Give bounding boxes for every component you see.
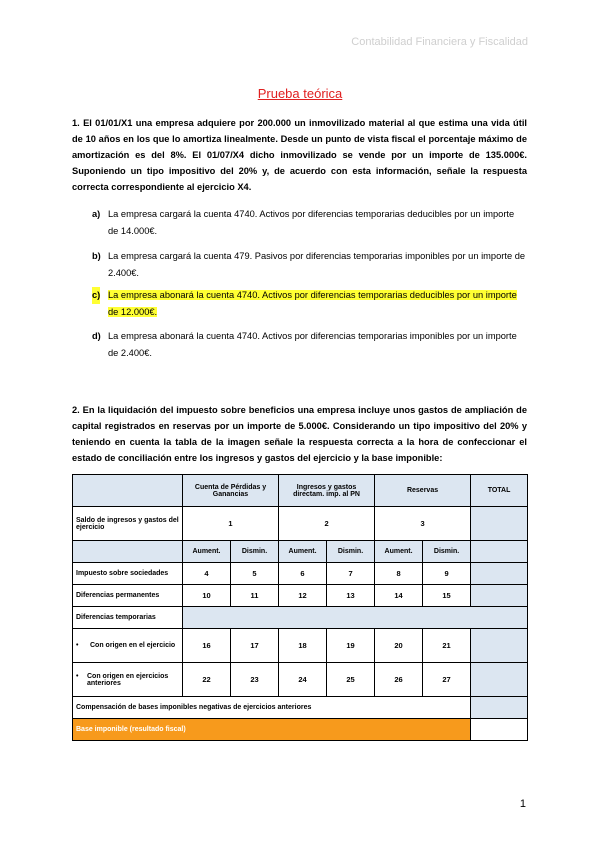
total-cell	[471, 563, 528, 585]
row-label-origen-anteriores	[73, 663, 183, 697]
header-ingresos-gastos-pn: Ingresos y gastos directam. imp. al PN	[279, 475, 375, 507]
table-cell-empty	[183, 607, 528, 629]
row-label-origen-ejercicio	[73, 629, 183, 663]
table-cell: 13	[327, 585, 375, 607]
total-cell	[471, 663, 528, 697]
conciliation-table	[72, 474, 528, 741]
table-cell-empty	[73, 541, 183, 563]
question-2-text: 2. En la liquidación del impuesto sobre beneficios una empresa incluye unos gastos de ampliación de capital registrados en reservas por un importe de 5.000€. Considerando un tipo impositivo del 20% y teniendo en cuenta la tabla de la imagen señale la respuesta correcta a la hora de confeccionar el estado de conciliación entre los ingresos y gastos del ejercicio y la base imponible:	[72, 405, 527, 463]
table-cell: 7	[327, 563, 375, 585]
row-label-permanentes: Diferencias permanentes	[73, 585, 183, 607]
subheader-dismin: Dismin.	[327, 541, 375, 563]
table-cell: 5	[231, 563, 279, 585]
table-cell: 18	[279, 629, 327, 663]
option-d	[92, 328, 527, 362]
row-label-base-imponible: Base imponible (resultado fiscal)	[73, 719, 471, 741]
header-total: TOTAL	[471, 475, 528, 507]
table-cell: 10	[183, 585, 231, 607]
row-label-temporarias: Diferencias temporarias	[73, 607, 183, 629]
row-label-text: Con origen en el ejercicio	[90, 642, 176, 649]
total-cell	[471, 697, 528, 719]
option-letter: a)	[92, 209, 101, 219]
row-label-text: Con origen en ejercicios anteriores	[87, 672, 169, 687]
total-cell	[471, 629, 528, 663]
option-letter: d)	[92, 331, 101, 341]
subheader-aument: Aument.	[183, 541, 231, 563]
bullet-icon: •	[76, 642, 79, 649]
table-cell: 16	[183, 629, 231, 663]
total-cell	[471, 719, 528, 741]
table-cell: 23	[231, 663, 279, 697]
total-cell	[471, 585, 528, 607]
table-cell: 12	[279, 585, 327, 607]
row-label-saldo: Saldo de ingresos y gastos del ejercicio	[73, 507, 183, 541]
subheader-aument: Aument.	[375, 541, 423, 563]
total-cell	[471, 507, 528, 541]
table-cell: 21	[423, 629, 471, 663]
option-a	[92, 206, 527, 240]
table-cell: 27	[423, 663, 471, 697]
table-cell: 15	[423, 585, 471, 607]
total-cell	[471, 541, 528, 563]
option-text-highlighted: La empresa abonará la cuenta 4740. Activos por diferencias temporarias deducibles por un importe de 12.000€.	[108, 290, 517, 317]
table-cell: 9	[423, 563, 471, 585]
table-cell: 22	[183, 663, 231, 697]
header-title: Contabilidad Financiera y Fiscalidad	[351, 36, 528, 48]
row-label-compensacion: Compensación de bases imponibles negativas de ejercicios anteriores	[73, 697, 471, 719]
table-cell: 2	[279, 507, 375, 541]
option-c-correct	[92, 287, 527, 321]
table-corner	[73, 475, 183, 507]
table-cell: 3	[375, 507, 471, 541]
row-label-impuesto: Impuesto sobre sociedades	[73, 563, 183, 585]
table-cell: 20	[375, 629, 423, 663]
table-cell: 26	[375, 663, 423, 697]
table-cell: 1	[183, 507, 279, 541]
table-cell: 17	[231, 629, 279, 663]
subheader-dismin: Dismin.	[423, 541, 471, 563]
table-cell: 25	[327, 663, 375, 697]
table-cell: 14	[375, 585, 423, 607]
bullet-icon: •	[76, 672, 79, 680]
option-b	[92, 248, 527, 282]
header-reservas: Reservas	[375, 475, 471, 507]
option-letter: b)	[92, 251, 101, 261]
table-cell: 11	[231, 585, 279, 607]
page-number: 1	[519, 798, 526, 810]
table-cell: 24	[279, 663, 327, 697]
table-cell: 6	[279, 563, 327, 585]
subheader-aument: Aument.	[279, 541, 327, 563]
option-text: La empresa cargará la cuenta 4740. Activos por diferencias temporarias deducibles por un importe de 14.000€.	[108, 209, 515, 236]
option-letter: c)	[92, 287, 100, 304]
document-title: Prueba teórica	[257, 86, 343, 101]
table-cell: 4	[183, 563, 231, 585]
table-cell: 8	[375, 563, 423, 585]
header-cuenta-pyg: Cuenta de Pérdidas y Ganancias	[183, 475, 279, 507]
table-cell: 19	[327, 629, 375, 663]
subheader-dismin: Dismin.	[231, 541, 279, 563]
option-text: La empresa abonará la cuenta 4740. Activos por diferencias temporarias imponibles por un importe de 2.400€.	[108, 331, 517, 358]
question-1-text: 1. El 01/01/X1 una empresa adquiere por 200.000 un inmovilizado material al que estima una vida útil de 10 años en los que lo amortiza linealmente. Desde un punto de vista fiscal el porcentaje máximo de amortización es del 8%. El 01/07/X4 dicho inmovilizado se vende por un importe de 135.000€. Suponiendo un tipo impositivo del 20% y, de acuerdo con esta información, señale la respuesta correcta correspondiente al ejercicio X4.	[72, 118, 527, 192]
option-text: La empresa cargará la cuenta 479. Pasivos por diferencias temporarias imponibles por un importe de 2.400€.	[108, 251, 526, 278]
